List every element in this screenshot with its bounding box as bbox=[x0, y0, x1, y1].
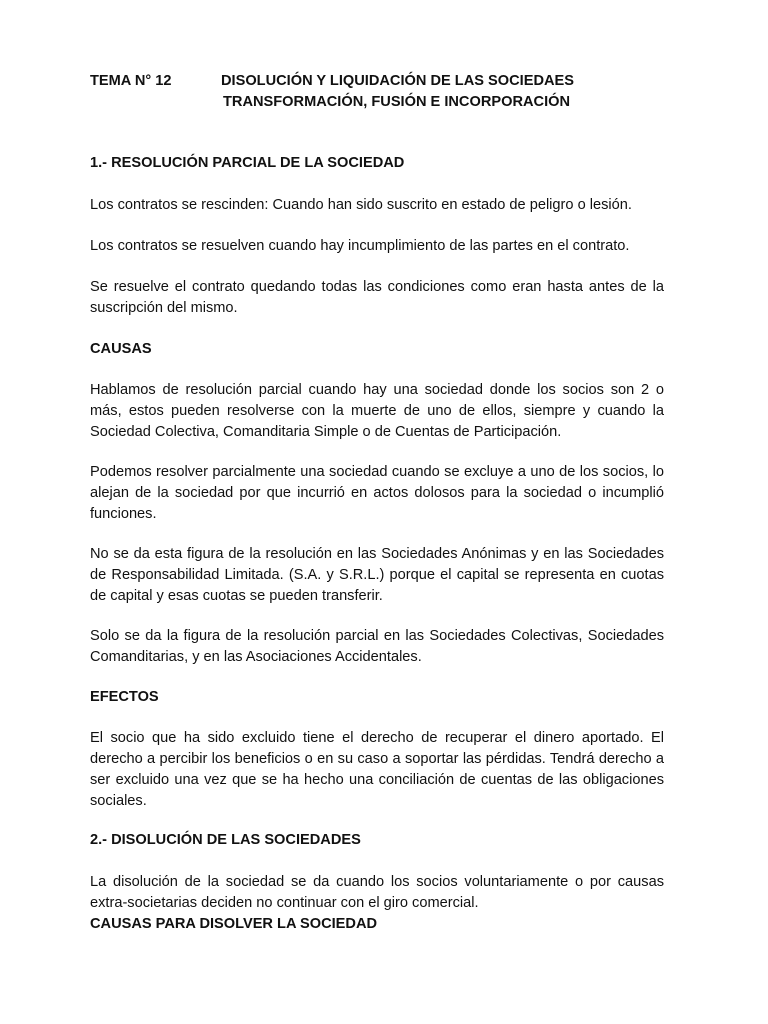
document-subtitle: TRANSFORMACIÓN, FUSIÓN E INCORPORACIÓN bbox=[223, 94, 571, 110]
tema-label: TEMA N° 12 bbox=[90, 73, 172, 89]
paragraph: No se da esta figura de la resolución en las Sociedades Anónimas y en las Sociedades de Responsabilidad Limitada. (S.A. y S.R.L.) porque el capital se representa en cuotas de capital y esas cuotas se pueden transferir. bbox=[90, 546, 664, 604]
paragraph: El socio que ha sido excluido tiene el derecho de recuperar el dinero aportado. El derecho a percibir los beneficios o en su caso a soportar las pérdidas. Tendrá derecho a ser excluido una vez que se ha hecho una conciliación de cuentas de las obligaciones sociales. bbox=[90, 730, 664, 809]
section-heading-resolucion-parcial: 1.- RESOLUCIÓN PARCIAL DE LA SOCIEDAD bbox=[90, 155, 405, 171]
paragraph: La disolución de la sociedad se da cuando los socios voluntariamente o por causas extra-societarias deciden no continuar con el giro comercial. bbox=[90, 874, 664, 911]
document-title: DISOLUCIÓN Y LIQUIDACIÓN DE LAS SOCIEDAES bbox=[221, 73, 574, 89]
paragraph: Podemos resolver parcialmente una sociedad cuando se excluye a uno de los socios, lo alejan de la sociedad por que incurrió en actos dolosos para la sociedad o incumplió funciones. bbox=[90, 464, 664, 522]
paragraph: Hablamos de resolución parcial cuando hay una sociedad donde los socios son 2 o más, estos pueden resolverse con la muerte de uno de ellos, siempre y cuando la Sociedad Colectiva, Comanditaria Simple o de Cuentas de Participación. bbox=[90, 382, 664, 440]
paragraph: Se resuelve el contrato quedando todas las condiciones como eran hasta antes de la suscripción del mismo. bbox=[90, 279, 664, 316]
paragraph: Los contratos se resuelven cuando hay incumplimiento de las partes en el contrato. bbox=[90, 238, 630, 254]
paragraph: Los contratos se rescinden: Cuando han sido suscrito en estado de peligro o lesión. bbox=[90, 197, 632, 213]
section-heading-causas: CAUSAS bbox=[90, 341, 152, 357]
paragraph: Solo se da la figura de la resolución parcial en las Sociedades Colectivas, Sociedades Comanditarias, y en las Asociaciones Accidentales. bbox=[90, 628, 664, 665]
section-heading-efectos: EFECTOS bbox=[90, 689, 159, 705]
subheading-causas-disolver: CAUSAS PARA DISOLVER LA SOCIEDAD bbox=[90, 916, 378, 932]
section-heading-disolucion: 2.- DISOLUCIÓN DE LAS SOCIEDADES bbox=[90, 832, 361, 848]
